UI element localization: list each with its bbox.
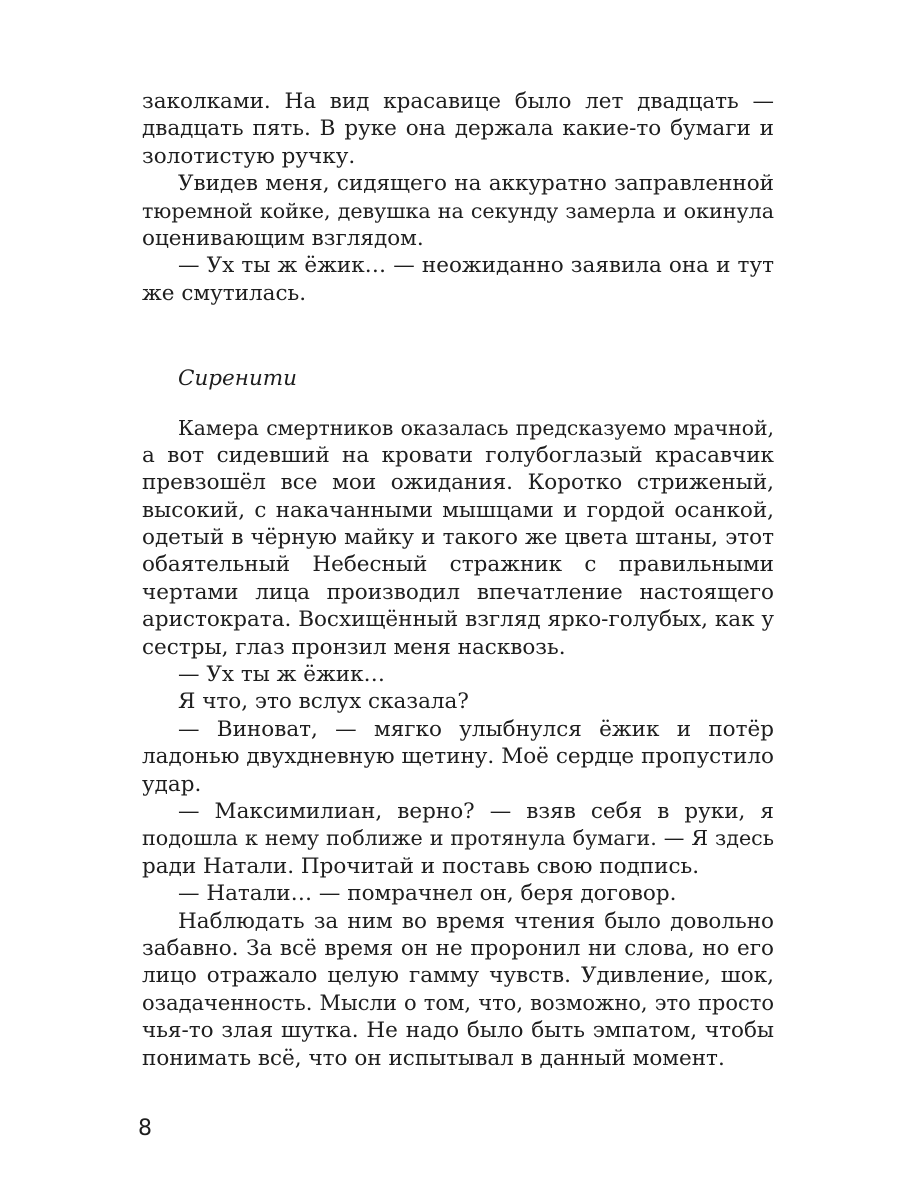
text-block-after-heading	[142, 415, 774, 1072]
text-line: понимать всё, что он испытывал в данный момент.	[142, 1045, 725, 1071]
text-line: тюремной койке, девушка на секунду замерла и окинула	[142, 198, 774, 223]
text-line: золотистую ручку.	[142, 143, 356, 169]
text-line: — Ух ты ж ёжик…	[178, 662, 386, 688]
page-number: 8	[138, 1116, 152, 1141]
text-line: аристократа. Восхищённый взгляд ярко-голубых, как у	[142, 607, 774, 633]
text-line: Камера смертников оказалась предсказуемо мрачной,	[178, 415, 774, 440]
text-line: чья-то злая шутка. Не надо было быть эмпатом, чтобы	[142, 1018, 774, 1044]
text-line: забавно. За всё время он не проронил ни слова, но его	[142, 935, 774, 961]
text-line: одетый в чёрную майку и такого же цвета штаны, этот	[142, 525, 774, 551]
text-line: двадцать пять. В руке она держала какие-то бумаги и	[142, 116, 774, 142]
text-line: удар.	[142, 771, 202, 797]
text-line: ладонью двухдневную щетину. Моё сердце пропустило	[142, 744, 774, 770]
text-line: высокий, с накачанными мышцами и гордой осанкой,	[142, 497, 774, 523]
text-line: же смутилась.	[142, 280, 307, 306]
text-line: оценивающим взглядом.	[142, 225, 424, 251]
text-line: подошла к нему поближе и протянула бумаги. — Я здесь	[142, 826, 774, 851]
text-line: Наблюдать за ним во время чтения было довольно	[178, 908, 774, 934]
text-line: чертами лица производил впечатление настоящего	[142, 579, 774, 605]
text-line: сестры, глаз пронзил меня насквозь.	[142, 634, 566, 660]
text-line: Я что, это вслух сказала?	[178, 689, 469, 715]
section-heading: Сиренити	[178, 366, 298, 392]
text-line: обаятельный Небесный стражник с правильными	[142, 552, 774, 578]
text-line: озадаченность. Мысли о том, что, возможно, это просто	[142, 990, 774, 1015]
text-block-before-heading	[142, 88, 774, 307]
book-page	[142, 88, 774, 1072]
text-line: — Ух ты ж ёжик… — неожиданно заявила она и тут	[178, 253, 774, 279]
text-line: заколками. На вид красавице было лет двадцать —	[142, 89, 774, 114]
text-line: а вот сидевший на кровати голубоглазый красавчик	[142, 442, 774, 468]
text-line: — Натали… — помрачнел он, беря договор.	[178, 881, 677, 907]
text-line: лицо отражало целую гамму чувств. Удивление, шок,	[142, 963, 774, 989]
heading-gap	[142, 393, 774, 415]
text-line: ради Натали. Прочитай и поставь свою подпись.	[142, 853, 700, 879]
text-line: превзошёл все мои ожидания. Коротко стриженый,	[142, 470, 774, 496]
text-line: — Виноват, — мягко улыбнулся ёжик и потёр	[178, 716, 774, 742]
text-line: — Максимилиан, верно? — взяв себя в руки, я	[178, 798, 774, 824]
section-gap	[142, 307, 774, 365]
text-line: Увидев меня, сидящего на аккуратно заправленной	[178, 171, 774, 197]
